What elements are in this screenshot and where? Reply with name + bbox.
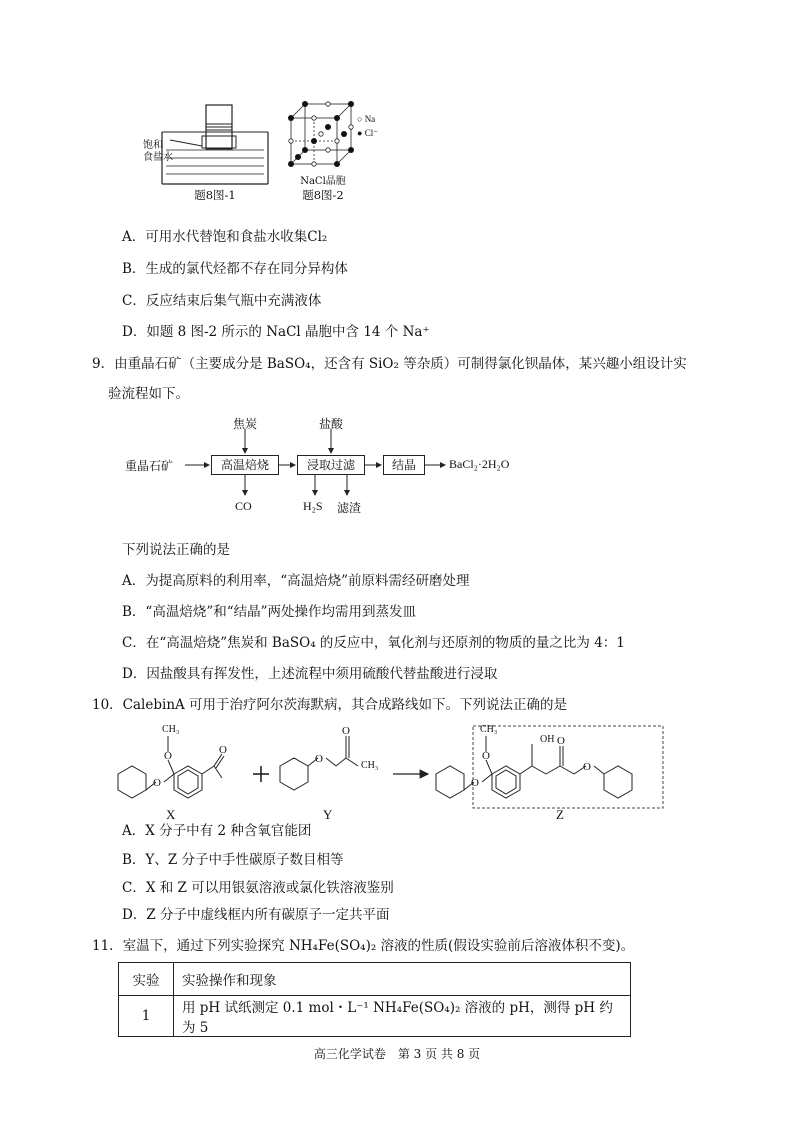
table-header-cell: 实验 [119, 963, 174, 996]
flow-product: BaCl₂·2H₂O [449, 457, 510, 471]
nacl-unit-cell [285, 100, 355, 172]
flow-step-roast: 高温焙烧 [211, 455, 279, 475]
svg-text:O: O [342, 725, 350, 737]
svg-text:O: O [482, 750, 490, 762]
flow-out-co: CO [235, 499, 252, 513]
label-z: Z [556, 807, 564, 822]
svg-text:O: O [219, 744, 227, 756]
table-cell: 用 pH 试纸测定 0.1 mol・L⁻¹ NH₄Fe(SO₄)₂ 溶液的 pH，测得 pH 约为 5 [174, 996, 631, 1037]
svg-text:O: O [471, 777, 479, 789]
x-ch3-label: CH₃ [162, 724, 180, 735]
svg-text:O: O [164, 750, 172, 762]
table-header-cell: 实验操作和现象 [174, 963, 631, 996]
q9-option-a: A．为提高原料的利用率，“高温焙烧”前原料需经研磨处理 [122, 573, 470, 589]
q10-option-d: D．Z 分子中虚线框内所有碳原子一定共平面 [122, 907, 390, 923]
fig8-1-label-brine: 食盐水 [143, 152, 173, 163]
label-y: Y [323, 807, 333, 822]
flow-input: 重晶石矿 [125, 459, 174, 473]
q9-stem-line2: 验流程如下。 [108, 386, 189, 402]
q10-option-b: B．Y、Z 分子中手性碳原子数目相等 [122, 852, 344, 868]
page-footer: 高三化学试卷 第 3 页 共 8 页 [313, 1047, 481, 1061]
q10-stem: 10．CalebinA 可用于治疗阿尔茨海默病，其合成路线如下。下列说法正确的是 [92, 697, 568, 713]
svg-text:O: O [583, 761, 591, 773]
flow-step-leach-filter: 浸取过滤 [297, 455, 365, 475]
flow-out-residue: 滤渣 [337, 501, 362, 515]
q10-option-a: A．X 分子中有 2 种含氧官能团 [122, 823, 312, 839]
svg-text:O: O [557, 735, 565, 747]
flow-out-h2s: H₂S [303, 499, 323, 513]
q9-stem-line1: 9．由重晶石矿（主要成分是 BaSO₄，还含有 SiO₂ 等杂质）可制得氯化钡晶体，某兴趣小组设计实 [92, 356, 687, 372]
label-x: X [166, 807, 176, 822]
q9-option-c: C．在“高温焙烧”焦炭和 BaSO₄ 的反应中，氧化剂与还原剂的物质的量之比为 4：1 [122, 635, 625, 651]
q9-option-d: D．因盐酸具有挥发性，上述流程中须用硫酸代替盐酸进行浸取 [122, 666, 498, 682]
flow-step-crystallize: 结晶 [383, 455, 425, 475]
y-ch3-label: CH₃ [361, 760, 379, 771]
flow-reagent-hcl: 盐酸 [319, 417, 344, 431]
fig8-2-subcaption: NaCl晶胞 [300, 176, 346, 187]
fig8-1 [140, 100, 270, 205]
svg-text:O: O [315, 753, 323, 765]
table-row [119, 996, 631, 1037]
fig8-2-caption: 题8图-2 [302, 188, 344, 202]
q9-flowchart [125, 415, 545, 520]
q8-option-c: C．反应结束后集气瓶中充满液体 [122, 293, 322, 309]
flow-reagent-coke: 焦炭 [233, 417, 258, 431]
z-ch3-label: CH₃ [480, 724, 498, 735]
q11-stem: 11．室温下，通过下列实验探究 NH₄Fe(SO₄)₂ 溶液的性质(假设实验前后溶液体积不变)。 [92, 938, 635, 954]
q9-option-b: B．“高温焙烧”和“结晶”两处操作均需用到蒸发皿 [122, 604, 417, 620]
reaction-structures [110, 722, 670, 812]
z-oh-label: OH [540, 734, 555, 745]
table-cell: 1 [119, 996, 174, 1037]
q11-experiment-table [118, 962, 631, 1037]
legend-na-label: ○ Na [357, 114, 376, 124]
fig8-2 [285, 100, 395, 205]
q10-option-c: C．X 和 Z 可以用银氨溶液或氯化铁溶液鉴别 [122, 880, 394, 896]
q9-prompt: 下列说法正确的是 [122, 542, 230, 558]
fig8-1-label-saturated: 饱和 [143, 140, 163, 151]
q8-option-a: A．可用水代替饱和食盐水收集Cl₂ [122, 229, 328, 245]
q8-option-d: D．如题 8 图-2 所示的 NaCl 晶胞中含 14 个 Na⁺ [122, 324, 430, 340]
q8-option-b: B．生成的氯代烃都不存在同分异构体 [122, 261, 348, 277]
legend-cl-label: ● Cl⁻ [357, 128, 378, 138]
svg-text:O: O [153, 777, 161, 789]
fig8-1-caption: 题8图-1 [194, 188, 236, 202]
table-header-row [119, 963, 631, 996]
q10-reaction-scheme [110, 722, 670, 822]
